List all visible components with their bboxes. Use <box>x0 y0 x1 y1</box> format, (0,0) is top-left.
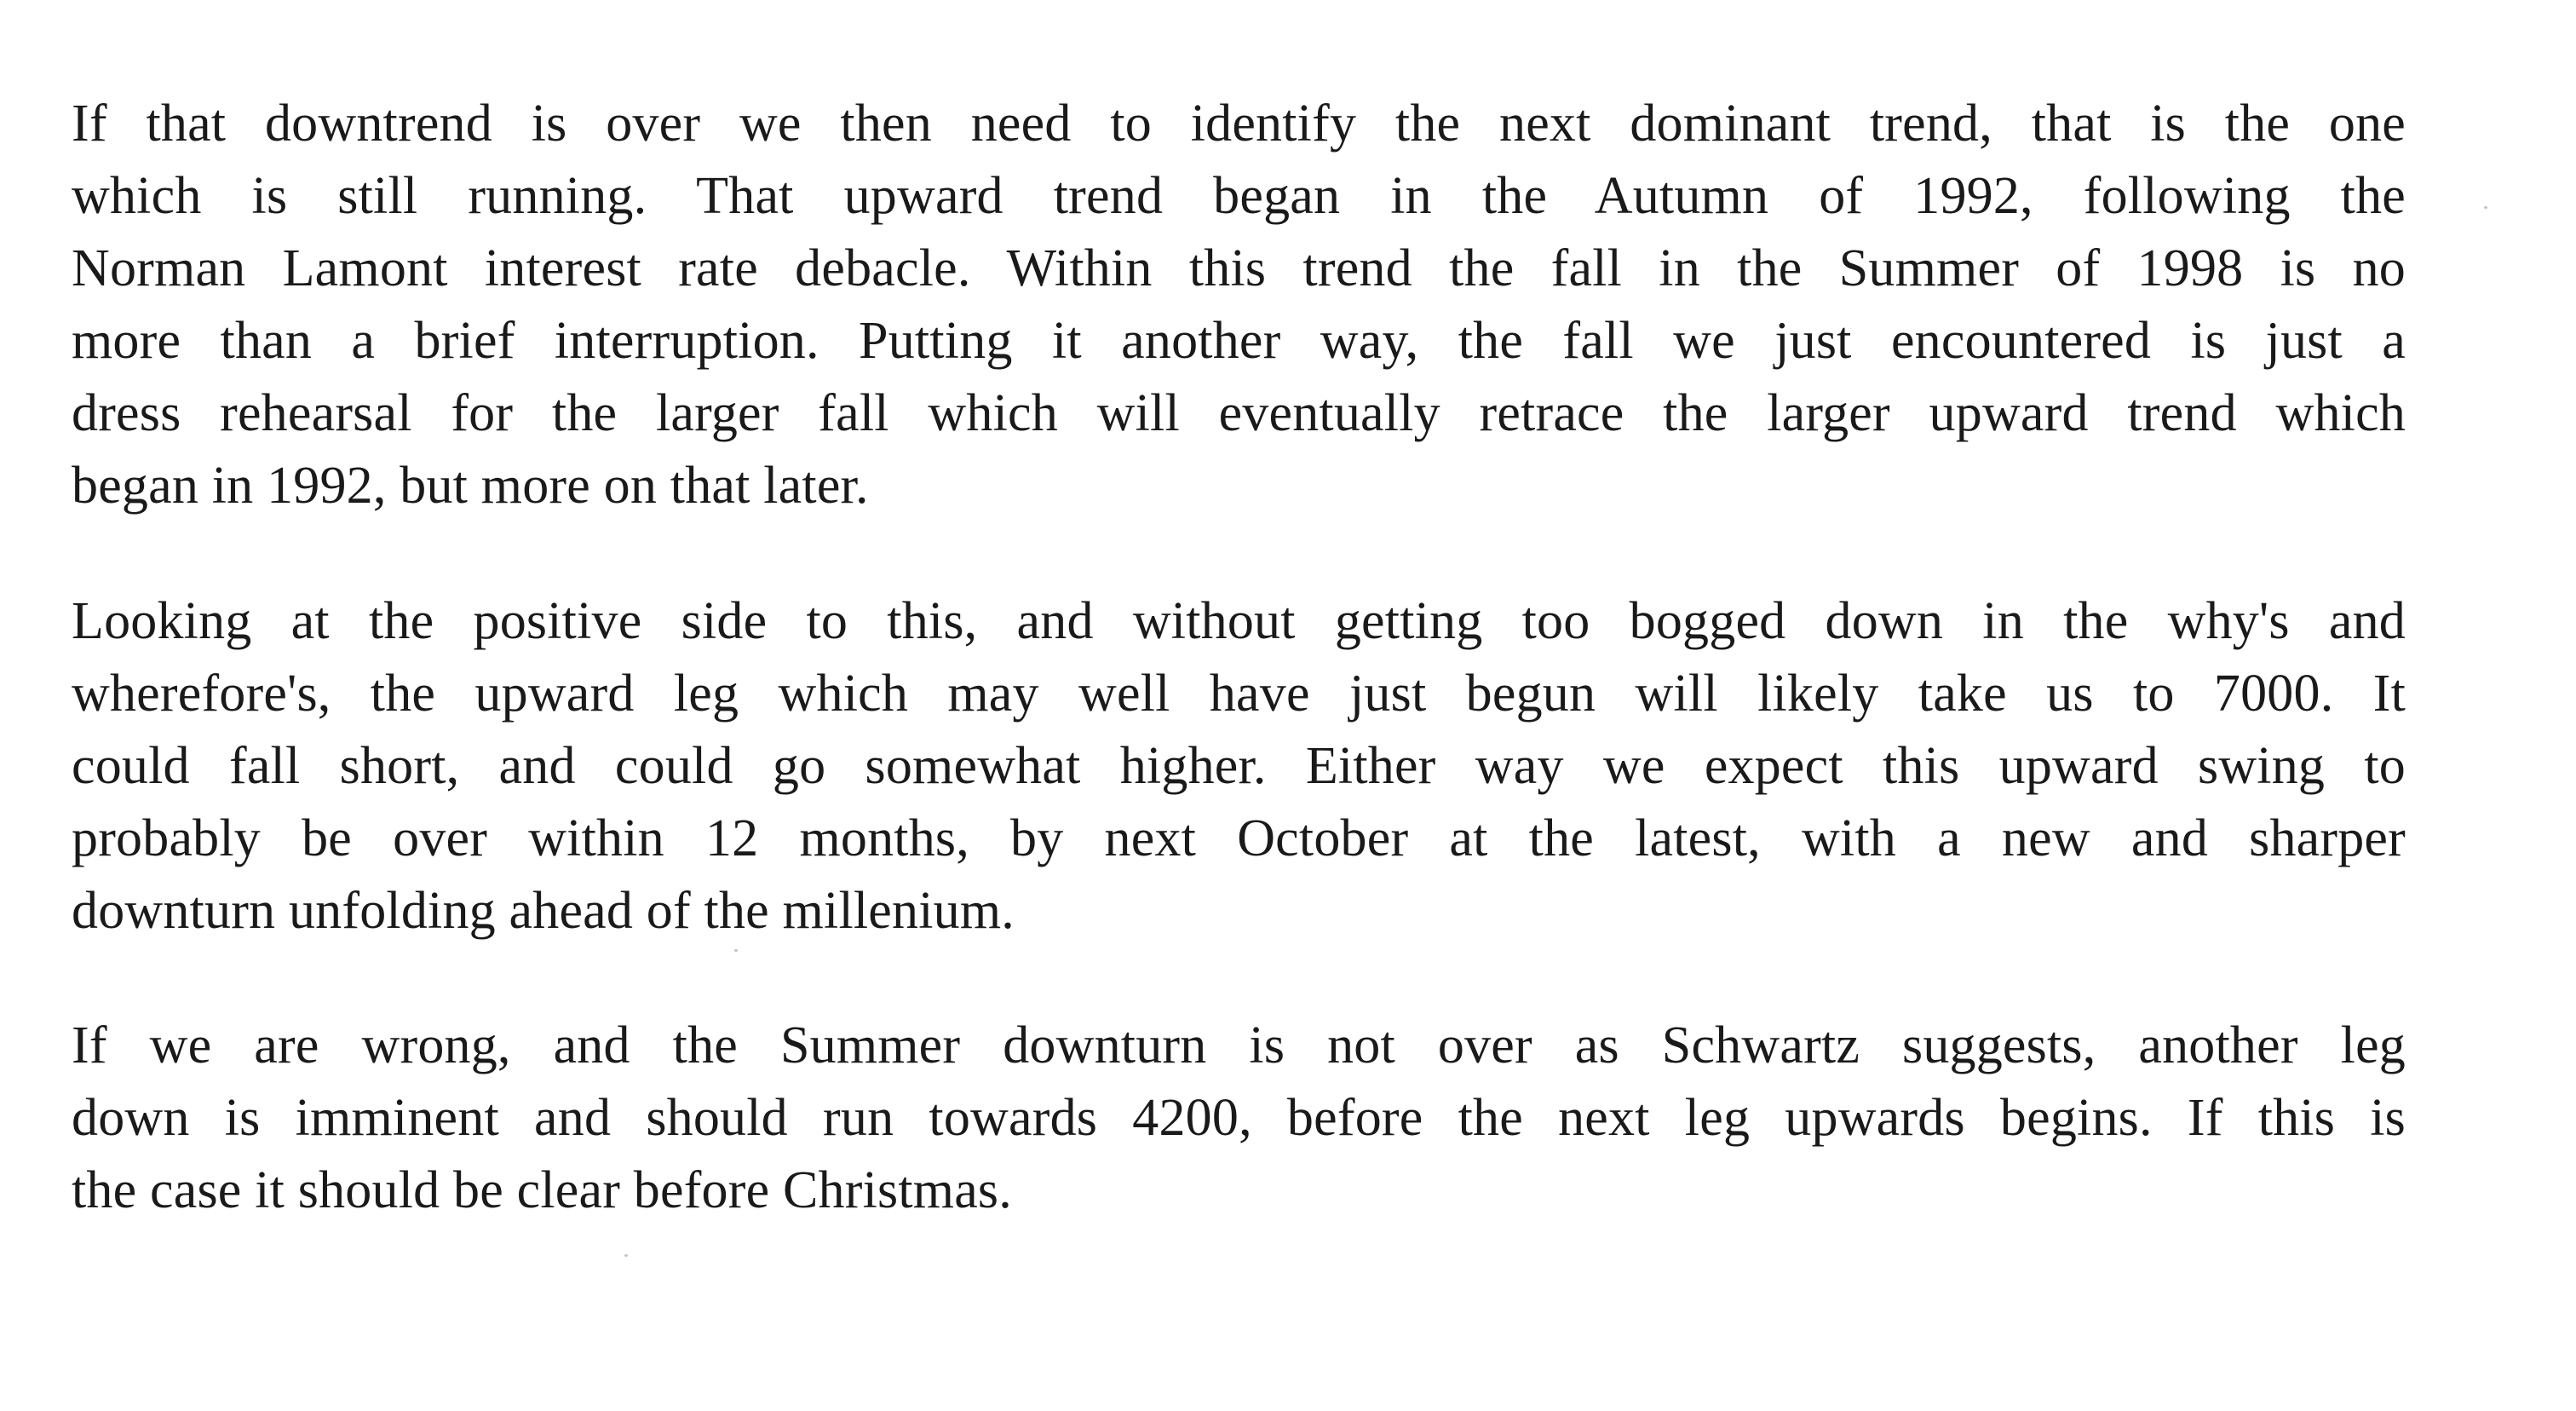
paragraph-2-line-1: Looking at the positive side to this, and without getting too bogged down in the why's and <box>72 592 2406 650</box>
paragraph-2-line-2: wherefore's, the upward leg which may well have just begun will likely take us to 7000. It <box>72 665 2406 723</box>
paragraph-1-line-1: If that downtrend is over we then need to identify the next dominant trend, that is the one <box>72 95 2406 153</box>
paragraph-3-line-3: the case it should be clear before Christmas. <box>72 1161 1012 1219</box>
paragraph-2 <box>72 585 2406 947</box>
paragraph-3-line-1: If we are wrong, and the Summer downturn is not over as Schwartz suggests, another leg <box>72 1016 2406 1074</box>
paragraph-1-line-5: dress rehearsal for the larger fall which will eventually retrace the larger upward trend which <box>72 384 2406 442</box>
paragraph-2-line-5: downturn unfolding ahead of the millenium. <box>72 882 1015 940</box>
paragraph-1 <box>72 88 2406 522</box>
paragraph-2-line-4: probably be over within 12 months, by next October at the latest, with a new and sharper <box>72 809 2406 867</box>
scan-speck <box>2484 206 2487 209</box>
scan-speck <box>734 949 738 952</box>
paragraph-3-line-2: down is imminent and should run towards 4200, before the next leg upwards begins. If this is <box>72 1089 2406 1147</box>
paragraph-1-line-4: more than a brief interruption. Putting it another way, the fall we just encountered is just a <box>72 312 2406 370</box>
paragraph-3 <box>72 1010 2406 1227</box>
scan-speck <box>624 1254 628 1257</box>
paragraph-1-line-6: began in 1992, but more on that later. <box>72 457 869 515</box>
paragraph-1-line-3: Norman Lamont interest rate debacle. Within this trend the fall in the Summer of 1998 is no <box>72 239 2406 297</box>
paragraph-1-line-2: which is still running. That upward trend began in the Autumn of 1992, following the <box>72 167 2406 225</box>
paragraph-2-line-3: could fall short, and could go somewhat higher. Either way we expect this upward swing to <box>72 737 2406 795</box>
